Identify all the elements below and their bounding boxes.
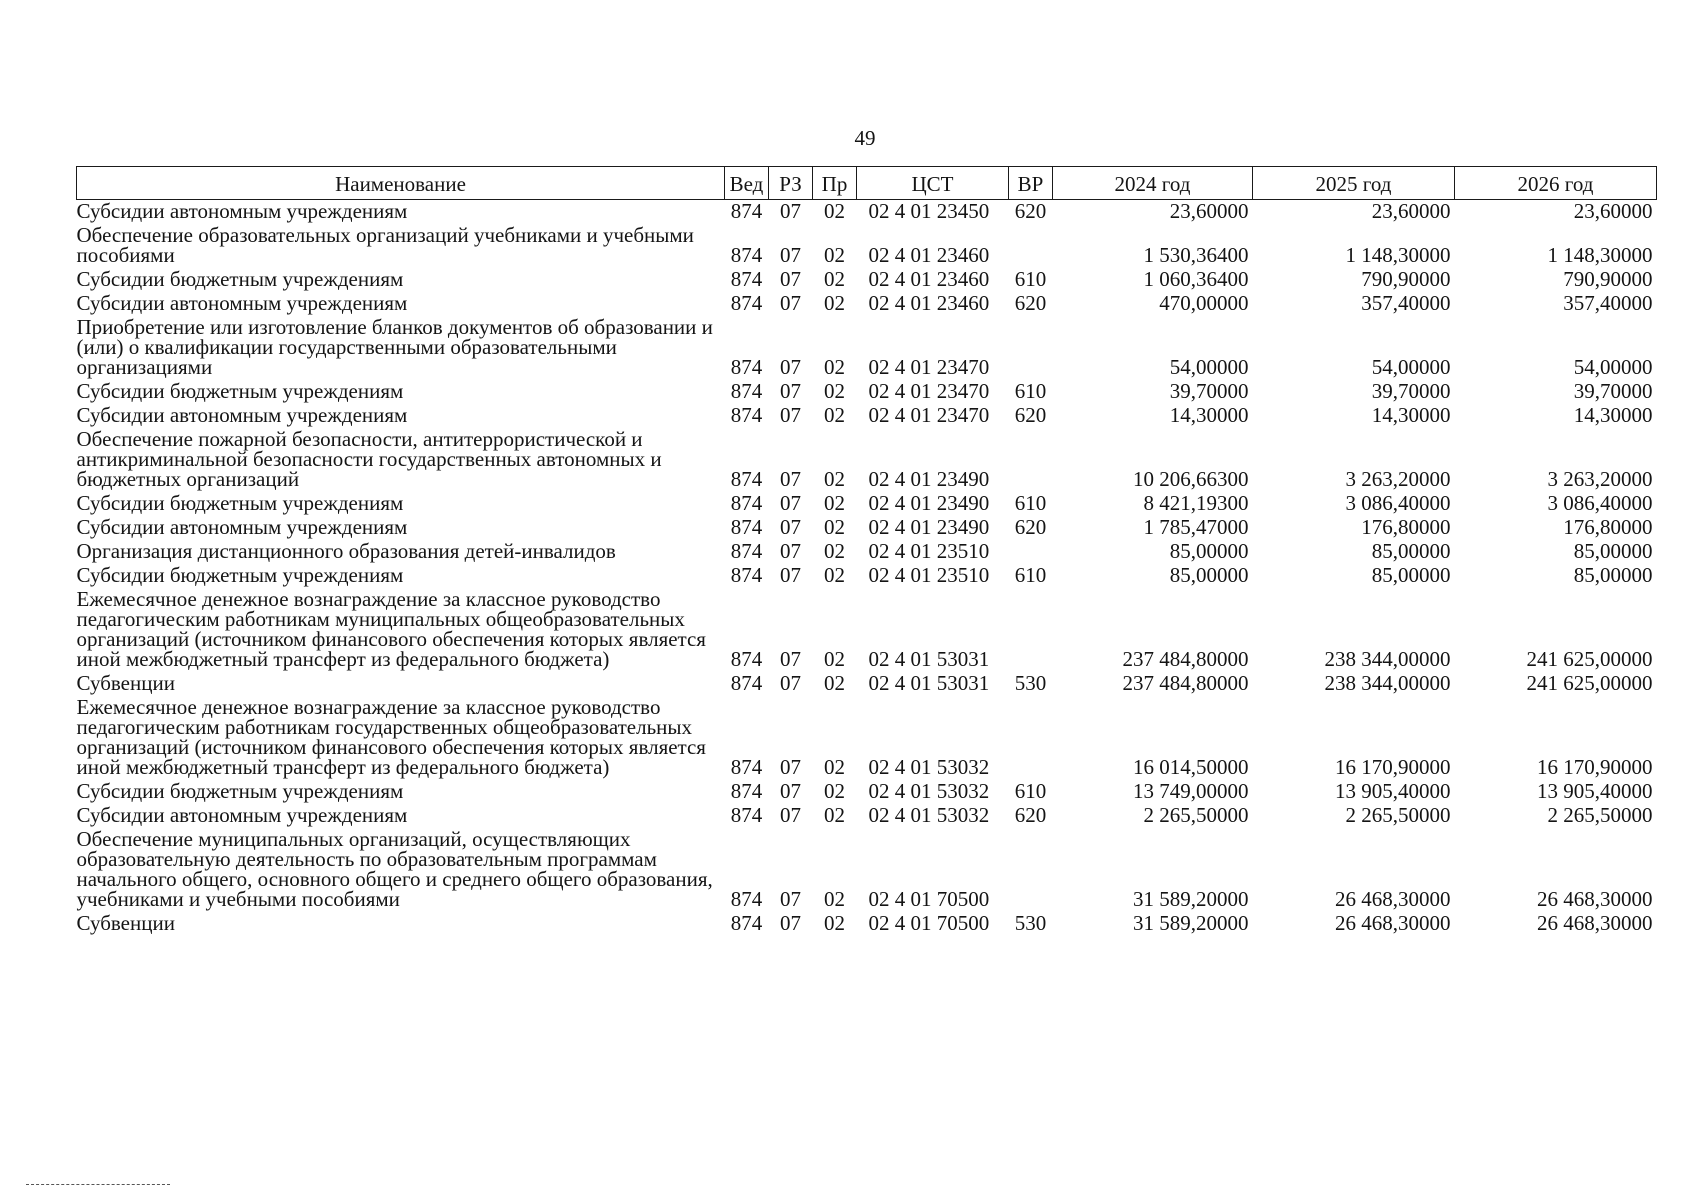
cell-name: Субсидии бюджетным учреждениям (76, 491, 404, 515)
cell-y2025: 13 905,40000 (1335, 779, 1451, 803)
cell-rz: 07 (780, 199, 801, 223)
cell-name: Обеспечение муниципальных организаций, осуществляющих образовательную деятельность по образовательным программам начального общего, основного общего и среднего общего образования, учебниками и учебными пособиями (76, 827, 713, 911)
cell-y2024: 1 060,36400 (1143, 267, 1249, 291)
cell-pr: 02 (824, 671, 845, 695)
cell-pr: 02 (824, 755, 845, 779)
table-row (77, 588, 1657, 672)
cell-rz: 07 (780, 755, 801, 779)
footer-divider (26, 1184, 170, 1185)
table-row (77, 672, 1657, 696)
table-row (77, 380, 1657, 404)
cell-vr (1009, 588, 1053, 672)
cell-pr: 02 (824, 291, 845, 315)
cell-vr: 620 (1014, 515, 1047, 539)
cell-y2024: 39,70000 (1169, 379, 1249, 403)
cell-y2026: 26 468,30000 (1537, 911, 1653, 935)
cell-rz: 07 (780, 539, 801, 563)
cell-rz: 07 (780, 467, 801, 491)
cell-vr: 620 (1014, 199, 1047, 223)
cell-y2026: 85,00000 (1573, 563, 1653, 587)
table-row (77, 828, 1657, 912)
cell-y2024: 1 530,36400 (1143, 243, 1249, 267)
cell-name: Организация дистанционного образования детей-инвалидов (76, 539, 616, 563)
cell-name: Обеспечение образовательных организаций учебниками и учебными пособиями (76, 223, 694, 267)
cell-name: Субсидии автономным учреждениям (76, 403, 408, 427)
cell-name: Обеспечение пожарной безопасности, антитеррористической и антикриминальной безопасности государственных автономных и бюджетных организаций (76, 427, 662, 491)
page-number: 49 (854, 126, 876, 150)
cell-y2025: 3 086,40000 (1345, 491, 1451, 515)
table-row (77, 428, 1657, 492)
cell-y2024: 16 014,50000 (1133, 755, 1249, 779)
cell-vr (1009, 696, 1053, 780)
cell-cst: 02 4 01 23510 (868, 563, 990, 587)
cell-name: Субсидии бюджетным учреждениям (76, 379, 404, 403)
cell-y2025: 26 468,30000 (1335, 887, 1451, 911)
cell-pr: 02 (824, 379, 845, 403)
cell-vr (1009, 224, 1053, 268)
cell-vr: 610 (1014, 379, 1047, 403)
cell-pr: 02 (824, 563, 845, 587)
cell-y2025: 23,60000 (1371, 199, 1451, 223)
cell-cst: 02 4 01 23510 (868, 539, 990, 563)
cell-vr: 530 (1014, 911, 1047, 935)
cell-name: Субсидии бюджетным учреждениям (76, 563, 404, 587)
table-row (77, 268, 1657, 292)
header-2025: 2025 год (1253, 167, 1455, 200)
cell-y2024: 85,00000 (1169, 563, 1249, 587)
cell-vr: 610 (1014, 491, 1047, 515)
cell-pr: 02 (824, 355, 845, 379)
cell-vr: 530 (1014, 671, 1047, 695)
cell-cst: 02 4 01 23470 (868, 379, 990, 403)
cell-cst: 02 4 01 70500 (868, 911, 990, 935)
cell-rz: 07 (780, 267, 801, 291)
cell-name: Приобретение или изготовление бланков документов об образовании и (или) о квалификации государственными образовательными организациями (76, 315, 713, 379)
cell-cst: 02 4 01 23460 (868, 267, 990, 291)
cell-y2026: 39,70000 (1573, 379, 1653, 403)
cell-rz: 07 (780, 803, 801, 827)
cell-y2025: 85,00000 (1371, 539, 1451, 563)
cell-y2025: 790,90000 (1361, 267, 1451, 291)
cell-y2026: 790,90000 (1563, 267, 1653, 291)
cell-y2024: 470,00000 (1159, 291, 1249, 315)
cell-pr: 02 (824, 779, 845, 803)
cell-ved: 874 (730, 491, 763, 515)
cell-ved: 874 (730, 755, 763, 779)
header-2026: 2026 год (1455, 167, 1657, 200)
cell-pr: 02 (824, 467, 845, 491)
cell-cst: 02 4 01 53032 (868, 803, 990, 827)
cell-vr: 610 (1014, 779, 1047, 803)
cell-pr: 02 (824, 267, 845, 291)
cell-y2026: 16 170,90000 (1537, 755, 1653, 779)
cell-y2024: 13 749,00000 (1133, 779, 1249, 803)
cell-rz: 07 (780, 491, 801, 515)
cell-y2026: 176,80000 (1563, 515, 1653, 539)
cell-name: Субсидии автономным учреждениям (76, 803, 408, 827)
cell-y2026: 1 148,30000 (1547, 243, 1653, 267)
cell-vr: 610 (1014, 267, 1047, 291)
cell-y2025: 16 170,90000 (1335, 755, 1451, 779)
cell-cst: 02 4 01 23490 (868, 515, 990, 539)
table-row (77, 200, 1657, 225)
cell-y2026: 3 263,20000 (1547, 467, 1653, 491)
cell-rz: 07 (780, 243, 801, 267)
cell-ved: 874 (730, 379, 763, 403)
table-row (77, 780, 1657, 804)
cell-y2024: 31 589,20000 (1133, 911, 1249, 935)
cell-y2025: 238 344,00000 (1324, 647, 1451, 671)
cell-name: Ежемесячное денежное вознаграждение за классное руководство педагогическим работникам государственных общеобразовательных организаций (источником финансового обеспечения которых является иной межбюджетный трансферт из федерального бюджета) (76, 695, 706, 779)
cell-cst: 02 4 01 23460 (868, 291, 990, 315)
cell-y2024: 31 589,20000 (1133, 887, 1249, 911)
cell-rz: 07 (780, 779, 801, 803)
cell-pr: 02 (824, 491, 845, 515)
cell-vr: 620 (1014, 803, 1047, 827)
cell-rz: 07 (780, 355, 801, 379)
cell-y2025: 238 344,00000 (1324, 671, 1451, 695)
cell-y2026: 241 625,00000 (1526, 647, 1653, 671)
cell-pr: 02 (824, 515, 845, 539)
cell-y2025: 3 263,20000 (1345, 467, 1451, 491)
cell-pr: 02 (824, 243, 845, 267)
cell-ved: 874 (730, 779, 763, 803)
cell-vr: 620 (1014, 403, 1047, 427)
cell-pr: 02 (824, 199, 845, 223)
cell-ved: 874 (730, 887, 763, 911)
cell-ved: 874 (730, 267, 763, 291)
cell-pr: 02 (824, 647, 845, 671)
cell-y2025: 1 148,30000 (1345, 243, 1451, 267)
cell-name: Субсидии бюджетным учреждениям (76, 267, 404, 291)
cell-cst: 02 4 01 53031 (868, 647, 990, 671)
cell-name: Субвенции (76, 911, 175, 935)
cell-cst: 02 4 01 23470 (868, 403, 990, 427)
cell-y2025: 54,00000 (1371, 355, 1451, 379)
cell-pr: 02 (824, 911, 845, 935)
cell-vr: 610 (1014, 563, 1047, 587)
header-ved: Вед (725, 167, 769, 200)
cell-y2024: 1 785,47000 (1143, 515, 1249, 539)
table-row (77, 404, 1657, 428)
cell-ved: 874 (730, 467, 763, 491)
cell-cst: 02 4 01 23490 (868, 491, 990, 515)
cell-rz: 07 (780, 563, 801, 587)
header-vr: ВР (1009, 167, 1053, 200)
budget-table (76, 166, 1657, 936)
table-header-row (77, 167, 1657, 200)
cell-cst: 02 4 01 23460 (868, 243, 990, 267)
cell-y2024: 23,60000 (1169, 199, 1249, 223)
cell-vr (1009, 540, 1053, 564)
cell-ved: 874 (730, 911, 763, 935)
cell-y2026: 3 086,40000 (1547, 491, 1653, 515)
table-body (77, 200, 1657, 937)
header-rz: РЗ (769, 167, 813, 200)
cell-cst: 02 4 01 23450 (868, 199, 990, 223)
cell-y2026: 241 625,00000 (1526, 671, 1653, 695)
cell-ved: 874 (730, 539, 763, 563)
cell-ved: 874 (730, 243, 763, 267)
cell-ved: 874 (730, 291, 763, 315)
cell-ved: 874 (730, 647, 763, 671)
cell-y2025: 14,30000 (1371, 403, 1451, 427)
cell-y2024: 54,00000 (1169, 355, 1249, 379)
table-row (77, 696, 1657, 780)
cell-y2026: 357,40000 (1563, 291, 1653, 315)
header-cst: ЦСТ (857, 167, 1009, 200)
cell-cst: 02 4 01 70500 (868, 887, 990, 911)
cell-cst: 02 4 01 23470 (868, 355, 990, 379)
cell-y2026: 14,30000 (1573, 403, 1653, 427)
cell-y2025: 176,80000 (1361, 515, 1451, 539)
table-row (77, 516, 1657, 540)
cell-y2026: 23,60000 (1573, 199, 1653, 223)
cell-y2024: 237 484,80000 (1122, 671, 1249, 695)
cell-cst: 02 4 01 53031 (868, 671, 990, 695)
cell-cst: 02 4 01 53032 (868, 755, 990, 779)
cell-name: Субвенции (76, 671, 175, 695)
cell-y2024: 237 484,80000 (1122, 647, 1249, 671)
table-row (77, 224, 1657, 268)
cell-ved: 874 (730, 803, 763, 827)
cell-ved: 874 (730, 671, 763, 695)
cell-ved: 874 (730, 199, 763, 223)
cell-y2026: 85,00000 (1573, 539, 1653, 563)
header-name: Наименование (77, 167, 725, 200)
table-row (77, 564, 1657, 588)
cell-vr (1009, 316, 1053, 380)
table-header (77, 167, 1657, 200)
cell-y2024: 85,00000 (1169, 539, 1249, 563)
table-row (77, 492, 1657, 516)
cell-y2026: 13 905,40000 (1537, 779, 1653, 803)
cell-name: Субсидии бюджетным учреждениям (76, 779, 404, 803)
cell-pr: 02 (824, 887, 845, 911)
cell-rz: 07 (780, 671, 801, 695)
cell-rz: 07 (780, 291, 801, 315)
cell-name: Субсидии автономным учреждениям (76, 515, 408, 539)
table-row (77, 292, 1657, 316)
cell-cst: 02 4 01 23490 (868, 467, 990, 491)
table-row (77, 912, 1657, 936)
cell-name: Ежемесячное денежное вознаграждение за классное руководство педагогическим работникам муниципальных общеобразовательных организаций (источником финансового обеспечения которых является иной межбюджетный трансферт из федерального бюджета) (76, 587, 706, 671)
table-row (77, 804, 1657, 828)
cell-y2025: 85,00000 (1371, 563, 1451, 587)
cell-name: Субсидии автономным учреждениям (76, 199, 408, 223)
cell-ved: 874 (730, 355, 763, 379)
cell-pr: 02 (824, 539, 845, 563)
cell-y2025: 39,70000 (1371, 379, 1451, 403)
cell-y2025: 2 265,50000 (1345, 803, 1451, 827)
cell-ved: 874 (730, 563, 763, 587)
header-2024: 2024 год (1053, 167, 1253, 200)
cell-name: Субсидии автономным учреждениям (76, 291, 408, 315)
cell-rz: 07 (780, 911, 801, 935)
cell-y2026: 26 468,30000 (1537, 887, 1653, 911)
table-row (77, 540, 1657, 564)
cell-y2026: 54,00000 (1573, 355, 1653, 379)
cell-rz: 07 (780, 379, 801, 403)
cell-y2025: 26 468,30000 (1335, 911, 1451, 935)
cell-rz: 07 (780, 403, 801, 427)
cell-ved: 874 (730, 403, 763, 427)
header-pr: Пр (813, 167, 857, 200)
cell-vr (1009, 828, 1053, 912)
cell-vr: 620 (1014, 291, 1047, 315)
cell-y2024: 2 265,50000 (1143, 803, 1249, 827)
cell-y2026: 2 265,50000 (1547, 803, 1653, 827)
cell-pr: 02 (824, 403, 845, 427)
cell-cst: 02 4 01 53032 (868, 779, 990, 803)
cell-pr: 02 (824, 803, 845, 827)
cell-vr (1009, 428, 1053, 492)
cell-y2024: 8 421,19300 (1143, 491, 1249, 515)
cell-y2024: 10 206,66300 (1133, 467, 1249, 491)
cell-ved: 874 (730, 515, 763, 539)
cell-rz: 07 (780, 647, 801, 671)
cell-rz: 07 (780, 887, 801, 911)
cell-y2024: 14,30000 (1169, 403, 1249, 427)
cell-rz: 07 (780, 515, 801, 539)
cell-y2025: 357,40000 (1361, 291, 1451, 315)
table-row (77, 316, 1657, 380)
